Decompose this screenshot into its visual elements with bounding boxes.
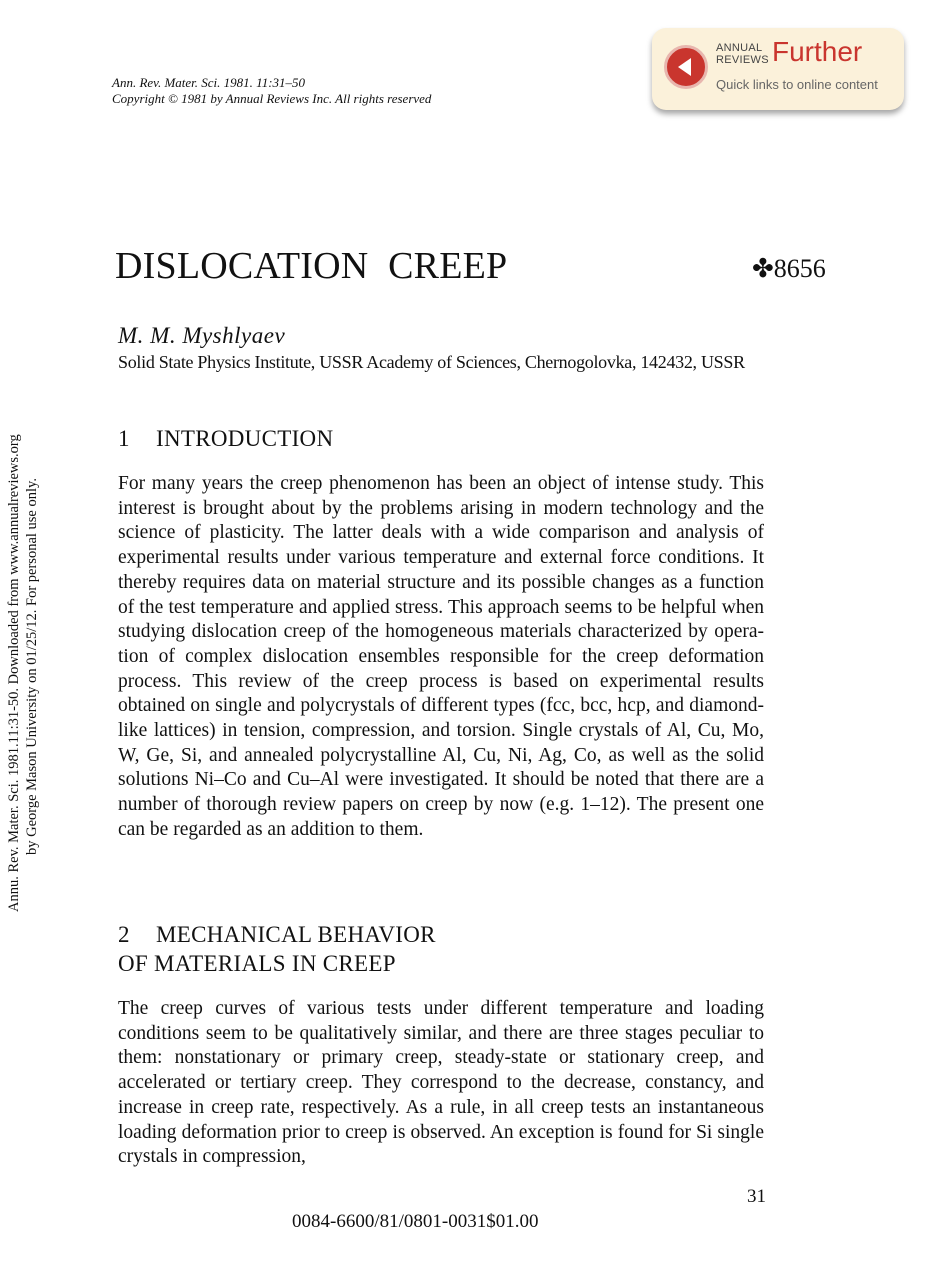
section-number: 1	[118, 426, 130, 451]
author-affiliation: Solid State Physics Institute, USSR Academy of Sciences, Chernogolovka, 142432, USSR	[118, 352, 745, 372]
section-title-continuation: OF MATERIALS IN CREEP	[118, 951, 396, 976]
section-heading-mechanical-behavior	[118, 920, 436, 978]
section-heading-introduction	[118, 424, 333, 453]
journal-citation-line: Ann. Rev. Mater. Sci. 1981. 11:31–50	[112, 75, 306, 90]
author-name: M. M. Myshlyaev	[118, 323, 286, 348]
play-back-icon	[664, 45, 708, 89]
brand-line-reviews: REVIEWS	[716, 54, 769, 66]
further-badge-link[interactable]	[652, 28, 904, 110]
article-code: ✤8656	[752, 254, 826, 283]
section-title: MECHANICAL BEHAVIOR	[156, 922, 436, 947]
brand-line-annual: ANNUAL	[716, 42, 763, 54]
download-note	[0, 0, 48, 920]
section-title: INTRODUCTION	[156, 426, 334, 451]
article-title: DISLOCATION CREEP	[115, 245, 508, 287]
article-price-code: 0084-6600/81/0801-0031$01.00	[292, 1211, 539, 1232]
download-note-line: by George Mason University on 01/25/12. For personal use only.	[24, 478, 40, 855]
section-number: 2	[118, 922, 130, 947]
journal-citation	[112, 75, 431, 107]
further-subtitle: Quick links to online content	[716, 77, 878, 92]
annual-reviews-wordmark	[716, 42, 769, 66]
download-note-line: Annu. Rev. Mater. Sci. 1981.11:31-50. Downloaded from www.annualreviews.org	[6, 434, 22, 912]
mechanical-behavior-paragraph: The creep curves of various tests under different temperature and loading conditions seem to be qualitatively similar, and there are three stages peculiar to them: nonstationary or primary creep, steady-state or stationary creep, and accelerated or tertiary creep. They correspond to the decrease, constancy, and increase in creep rate, respectively. As a rule, in all creep tests an instantaneous loading deformation prior to creep is observed. An exception is found for Si single crystals in compression,	[118, 998, 764, 1168]
further-wordmark: Further	[772, 36, 863, 67]
copyright-line: Copyright © 1981 by Annual Reviews Inc. All rights reserved	[112, 91, 432, 106]
introduction-paragraph: For many years the creep phenomenon has been an object of intense study. This interest is brought about by the problems arising in modern technology and the science of plasticity. The latter deals with a wide comparison and analysis of experimental results under various temperature and external force conditions. It thereby requires data on material structure and its possible changes as a function of the test temperature and applied stress. This approach seems to be helpful when studying dislocation creep of the homogeneous materials characterized by operation of complex dislocation ensembles responsible for the creep deformation process. This review of the creep process is based on experimental results obtained on single and polycrystals of different types (fcc, bcc, hcp, and diamond-like lattices) in tension, compression, and torsion. Single crystals of Al, Cu, Mo, W, Ge, Si, and annealed polycrystalline Al, Cu, Ni, Ag, Co, as well as the solid solutions Ni–Co and Cu–Al were investigated. It should be noted that there are a number of thorough review papers on creep by now (e.g. 1–12). The present one can be regarded as an addition to them.	[118, 473, 764, 840]
page-number: 31	[747, 1186, 766, 1207]
